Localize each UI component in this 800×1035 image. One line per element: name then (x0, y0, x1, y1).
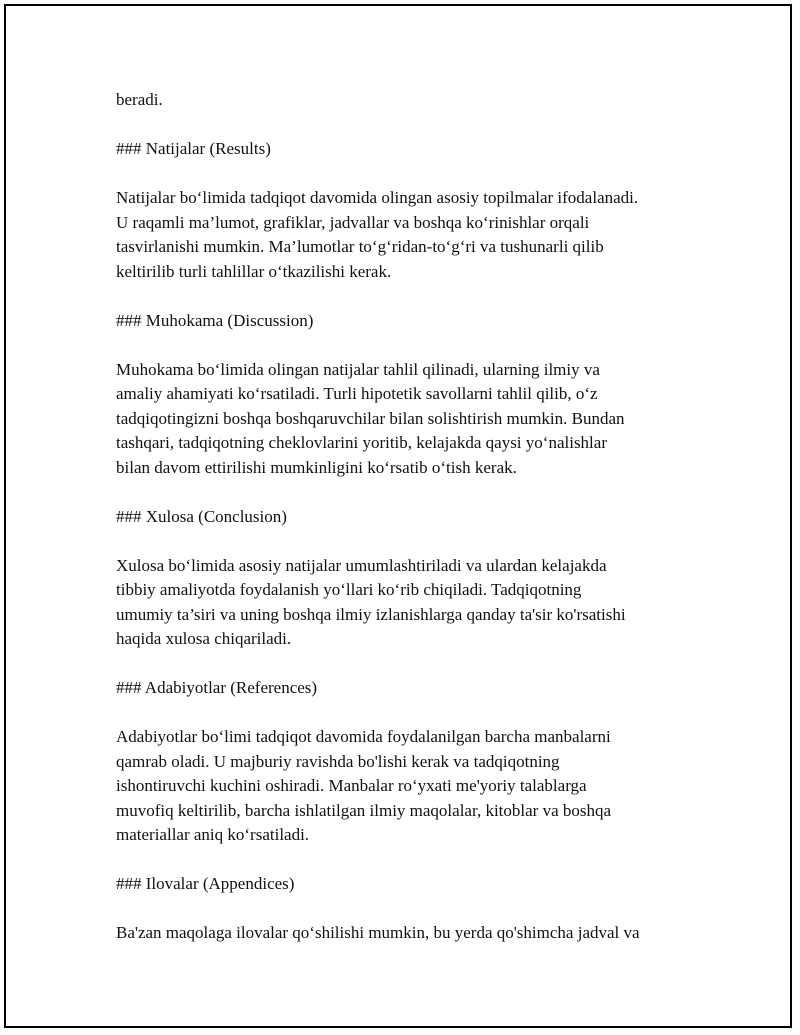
heading-discussion: ### Muhokama (Discussion) (116, 310, 314, 330)
paragraph-line: amaliy ahamiyati ko‘rsatiladi. Turli hipotetik savollarni tahlil qilib, o‘z (116, 384, 598, 403)
paragraph-line: ishontiruvchi kuchini oshiradi. Manbalar ro‘yxati me'yoriy talablarga (116, 776, 587, 795)
paragraph-line: qamrab oladi. U majburiy ravishda bo'lishi kerak va tadqiqotning (116, 751, 560, 771)
paragraph-line: Ba'zan maqolaga ilovalar qo‘shilishi mumkin, bu yerda qo'shimcha jadval va (116, 923, 640, 942)
paragraph-discussion (116, 358, 716, 481)
paragraph-line: tibbiy amaliyotda foydalanish yo‘llari ko‘rib chiqiladi. Tadqiqotning (116, 580, 582, 599)
heading-results: ### Natijalar (Results) (116, 139, 271, 158)
paragraph-line: Muhokama bo‘limida olingan natijalar tahlil qilinadi, ularning ilmiy va (116, 359, 600, 379)
paragraph-line: bilan davom ettirilishi mumkinligini ko‘rsatib o‘tish kerak. (116, 457, 517, 477)
paragraph-line: tasvirlanishi mumkin. Ma’lumotlar to‘g‘ridan-to‘g‘ri va tushunarli qilib (116, 237, 604, 256)
paragraph-line: muvofiq keltirilib, barcha ishlatilgan ilmiy maqolalar, kitoblar va boshqa (116, 800, 612, 820)
paragraph-line: haqida xulosa chiqariladi. (116, 629, 292, 648)
intro-tail-text: beradi. (116, 90, 163, 109)
paragraph-appendices (116, 921, 716, 946)
paragraph-conclusion (116, 554, 716, 652)
paragraph-line: Natijalar bo‘limida tadqiqot davomida olingan asosiy topilmalar ifodalanadi. (116, 188, 639, 207)
paragraph-line: umumiy ta’siri va uning boshqa ilmiy izlanishlarga qanday ta'sir ko'rsatishi (116, 604, 626, 624)
paragraph-references (116, 725, 716, 848)
heading-references: ### Adabiyotlar (References) (116, 678, 318, 697)
paragraph-line: materiallar aniq ko‘rsatiladi. (116, 825, 310, 844)
heading-conclusion: ### Xulosa (Conclusion) (116, 506, 287, 526)
paragraph-line: tashqari, tadqiqotning cheklovlarini yoritib, kelajakda qaysi yo‘nalishlar (116, 433, 607, 452)
paragraph-results (116, 186, 716, 284)
paragraph-line: tadqiqotingizni boshqa boshqaruvchilar bilan solishtirish mumkin. Bundan (116, 408, 625, 428)
document-body (116, 88, 716, 946)
heading-appendices: ### Ilovalar (Appendices) (116, 874, 295, 893)
paragraph-line: Xulosa bo‘limida asosiy natijalar umumlashtiriladi va ulardan kelajakda (116, 555, 607, 575)
paragraph-line: Adabiyotlar bo‘limi tadqiqot davomida foydalanilgan barcha manbalarni (116, 727, 611, 746)
paragraph-line: U raqamli ma’lumot, grafiklar, jadvallar va boshqa ko‘rinishlar orqali (116, 212, 590, 232)
paragraph-line: keltirilib turli tahlillar o‘tkazilishi kerak. (116, 261, 392, 281)
